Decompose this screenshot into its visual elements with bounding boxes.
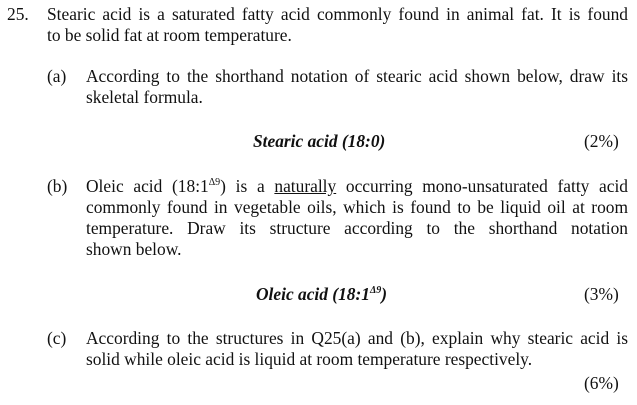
question-number: 25. [7, 4, 29, 24]
part-c-marks: (6%) [584, 373, 619, 393]
part-b-line-4: shown below. [86, 239, 182, 259]
part-b-line-3: temperature. Draw its structure according to the shorthand notation [86, 218, 628, 238]
part-a-line-2: skeletal formula. [86, 87, 203, 107]
question-intro-line-2: to be solid fat at room temperature. [47, 25, 292, 45]
part-b-formula-superscript: Δ9 [369, 285, 382, 296]
part-b-formula-pre: Oleic acid (18:1 [256, 284, 370, 304]
part-a-marks: (2%) [584, 131, 619, 151]
part-b-formula-post: ) [381, 284, 388, 304]
part-b-line-2: commonly found in vegetable oils, which is found to be liquid oil at room [86, 197, 628, 217]
part-b-line-1 [86, 176, 628, 197]
part-c-line-2: solid while oleic acid is liquid at room temperature respectively. [86, 349, 533, 369]
part-b-line-1-superscript: Δ9 [208, 177, 221, 188]
part-b-label: (b) [47, 176, 68, 196]
part-b-marks: (3%) [584, 284, 619, 304]
part-a-label: (a) [47, 66, 67, 86]
part-b-line-1-mid: ) is a [220, 176, 275, 196]
part-c-label: (c) [47, 328, 67, 348]
part-b-underlined-word: naturally [274, 176, 337, 196]
part-a-line-1: According to the shorthand notation of stearic acid shown below, draw its [86, 66, 628, 86]
question-intro-line-1: Stearic acid is a saturated fatty acid commonly found in animal fat. It is found [47, 4, 628, 24]
part-c-line-1: According to the structures in Q25(a) and (b), explain why stearic acid is [86, 328, 628, 348]
part-b-line-1-pre: Oleic acid (18:1 [86, 176, 209, 196]
part-b-formula [256, 284, 387, 305]
part-b-line-1-post: occurring mono-unsaturated fatty acid [336, 176, 629, 196]
part-a-formula: Stearic acid (18:0) [253, 131, 386, 151]
